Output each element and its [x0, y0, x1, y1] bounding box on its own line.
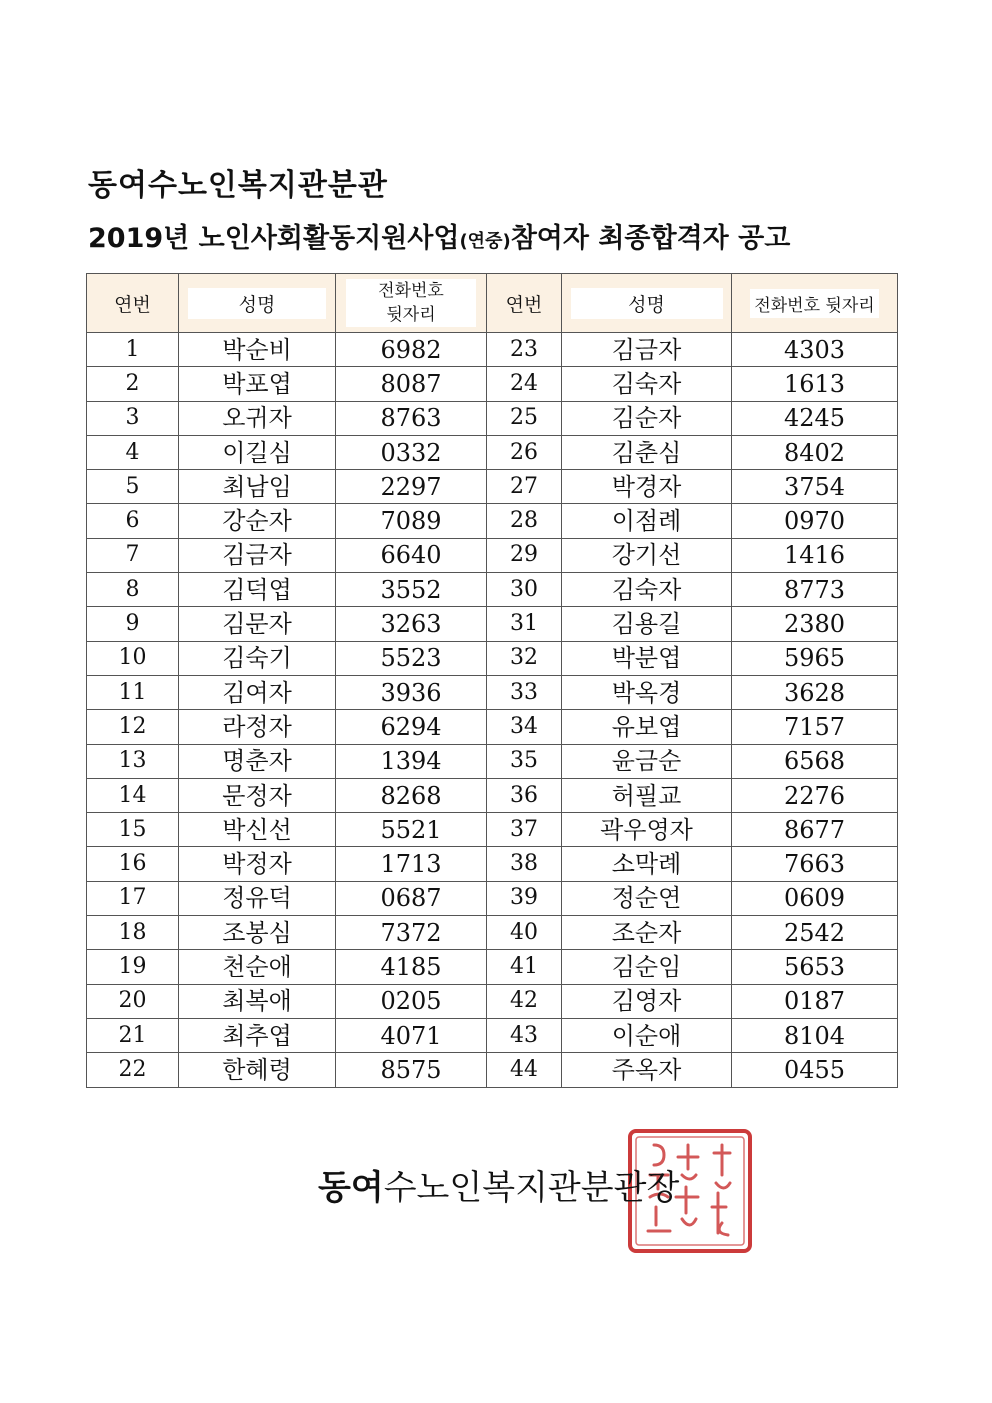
- cell-phone-right: 0970: [732, 504, 898, 538]
- cell-name-left: 박순비: [179, 333, 336, 367]
- cell-phone-right: 7157: [732, 710, 898, 744]
- cell-no-right: 36: [487, 778, 562, 812]
- cell-name-left: 이길심: [179, 435, 336, 469]
- cell-no-right: 27: [487, 470, 562, 504]
- cell-no-right: 26: [487, 435, 562, 469]
- cell-name-left: 한혜령: [179, 1053, 336, 1087]
- header-phone-left-line2: 뒷자리: [386, 305, 436, 325]
- cell-phone-right: 1613: [732, 367, 898, 401]
- table-row: [87, 916, 898, 950]
- cell-no-right: 28: [487, 504, 562, 538]
- header-no-right: 연번: [487, 274, 562, 333]
- signature-rest: 수노인복지관분관장: [383, 1168, 680, 1208]
- cell-phone-left: 7372: [336, 916, 487, 950]
- cell-name-right: 박경자: [562, 470, 732, 504]
- table-row: [87, 950, 898, 984]
- cell-phone-right: 6568: [732, 744, 898, 778]
- header-phone-right-label: 전화번호 뒷자리: [750, 289, 878, 318]
- cell-name-left: 김덕엽: [179, 573, 336, 607]
- cell-no-right: 25: [487, 401, 562, 435]
- cell-phone-right: 2380: [732, 607, 898, 641]
- cell-name-left: 김문자: [179, 607, 336, 641]
- cell-phone-right: 2276: [732, 778, 898, 812]
- cell-phone-left: 7089: [336, 504, 487, 538]
- cell-phone-right: 0455: [732, 1053, 898, 1087]
- cell-no-right: 38: [487, 847, 562, 881]
- notice-title-year-round: (연중): [459, 231, 511, 252]
- cell-phone-right: 3628: [732, 675, 898, 709]
- cell-phone-right: 2542: [732, 916, 898, 950]
- cell-phone-right: 5653: [732, 950, 898, 984]
- cell-name-right: 유보엽: [562, 710, 732, 744]
- cell-name-left: 문정자: [179, 778, 336, 812]
- cell-name-right: 김영자: [562, 984, 732, 1018]
- table-row: [87, 813, 898, 847]
- header-name-right: [562, 274, 732, 333]
- cell-no-right: 44: [487, 1053, 562, 1087]
- cell-phone-right: 4245: [732, 401, 898, 435]
- cell-name-left: 강순자: [179, 504, 336, 538]
- cell-phone-right: 8773: [732, 573, 898, 607]
- cell-no-left: 8: [87, 573, 179, 607]
- table-row: [87, 607, 898, 641]
- table-row: [87, 744, 898, 778]
- cell-name-right: 이점례: [562, 504, 732, 538]
- cell-name-left: 최남임: [179, 470, 336, 504]
- header-phone-left: [336, 274, 487, 333]
- cell-no-right: 31: [487, 607, 562, 641]
- cell-no-right: 43: [487, 1018, 562, 1052]
- cell-phone-right: 0187: [732, 984, 898, 1018]
- header-name-left-label: 성명: [188, 288, 326, 319]
- cell-phone-right: 0609: [732, 881, 898, 915]
- cell-phone-right: 8104: [732, 1018, 898, 1052]
- cell-no-left: 11: [87, 675, 179, 709]
- notice-title: [88, 216, 790, 255]
- signature-bold: 동여: [318, 1168, 384, 1208]
- table-row: [87, 538, 898, 572]
- table-row: [87, 573, 898, 607]
- cell-no-left: 20: [87, 984, 179, 1018]
- cell-name-left: 박신선: [179, 813, 336, 847]
- cell-phone-left: 5523: [336, 641, 487, 675]
- cell-phone-right: 8402: [732, 435, 898, 469]
- cell-name-right: 허필교: [562, 778, 732, 812]
- cell-no-left: 14: [87, 778, 179, 812]
- cell-no-left: 4: [87, 435, 179, 469]
- cell-no-left: 17: [87, 881, 179, 915]
- org-title: 동여수노인복지관분관: [88, 168, 388, 203]
- cell-no-left: 5: [87, 470, 179, 504]
- cell-no-left: 7: [87, 538, 179, 572]
- cell-phone-left: 5521: [336, 813, 487, 847]
- cell-no-left: 21: [87, 1018, 179, 1052]
- cell-no-left: 3: [87, 401, 179, 435]
- cell-name-left: 김여자: [179, 675, 336, 709]
- header-phone-right: [732, 274, 898, 333]
- cell-phone-right: 8677: [732, 813, 898, 847]
- cell-name-left: 조봉심: [179, 916, 336, 950]
- cell-phone-left: 1394: [336, 744, 487, 778]
- cell-name-left: 최복애: [179, 984, 336, 1018]
- cell-phone-right: 1416: [732, 538, 898, 572]
- cell-name-right: 박분엽: [562, 641, 732, 675]
- cell-phone-left: 1713: [336, 847, 487, 881]
- cell-no-right: 32: [487, 641, 562, 675]
- cell-no-left: 2: [87, 367, 179, 401]
- cell-phone-right: 7663: [732, 847, 898, 881]
- table-row: [87, 984, 898, 1018]
- cell-name-left: 박정자: [179, 847, 336, 881]
- cell-name-left: 정유덕: [179, 881, 336, 915]
- cell-no-right: 37: [487, 813, 562, 847]
- cell-phone-left: 3552: [336, 573, 487, 607]
- cell-no-left: 22: [87, 1053, 179, 1087]
- cell-no-right: 42: [487, 984, 562, 1018]
- table-row: [87, 333, 898, 367]
- cell-name-right: 김금자: [562, 333, 732, 367]
- cell-no-left: 9: [87, 607, 179, 641]
- table-body: [87, 333, 898, 1088]
- cell-phone-left: 3263: [336, 607, 487, 641]
- cell-name-left: 김숙기: [179, 641, 336, 675]
- cell-name-right: 소막례: [562, 847, 732, 881]
- table-row: [87, 710, 898, 744]
- cell-no-right: 41: [487, 950, 562, 984]
- cell-name-left: 라정자: [179, 710, 336, 744]
- table-header-row: [87, 274, 898, 333]
- cell-no-right: 33: [487, 675, 562, 709]
- cell-phone-right: 3754: [732, 470, 898, 504]
- cell-no-left: 16: [87, 847, 179, 881]
- header-no-left: 연번: [87, 274, 179, 333]
- cell-no-right: 39: [487, 881, 562, 915]
- table-row: [87, 641, 898, 675]
- cell-name-right: 박옥경: [562, 675, 732, 709]
- cell-no-left: 19: [87, 950, 179, 984]
- notice-title-tail: 참여자 최종합격자 공고: [510, 223, 791, 254]
- table-row: [87, 675, 898, 709]
- cell-name-left: 최추엽: [179, 1018, 336, 1052]
- cell-no-left: 1: [87, 333, 179, 367]
- table-row: [87, 1053, 898, 1087]
- table-row: [87, 504, 898, 538]
- cell-no-right: 34: [487, 710, 562, 744]
- table-row: [87, 881, 898, 915]
- cell-name-right: 김숙자: [562, 573, 732, 607]
- cell-name-left: 명춘자: [179, 744, 336, 778]
- table-row: [87, 847, 898, 881]
- cell-phone-left: 4071: [336, 1018, 487, 1052]
- signature: [318, 1160, 679, 1209]
- cell-phone-left: 8087: [336, 367, 487, 401]
- cell-no-right: 24: [487, 367, 562, 401]
- cell-no-left: 15: [87, 813, 179, 847]
- cell-name-right: 김순임: [562, 950, 732, 984]
- table-row: [87, 1018, 898, 1052]
- cell-phone-left: 0332: [336, 435, 487, 469]
- header-phone-left-line1: 전화번호: [378, 281, 444, 301]
- cell-name-right: 김순자: [562, 401, 732, 435]
- cell-no-left: 12: [87, 710, 179, 744]
- cell-no-right: 40: [487, 916, 562, 950]
- cell-no-right: 35: [487, 744, 562, 778]
- notice-title-main: 2019년 노인사회활동지원사업: [88, 223, 460, 254]
- cell-name-left: 오귀자: [179, 401, 336, 435]
- cell-name-right: 주옥자: [562, 1053, 732, 1087]
- cell-phone-left: 8763: [336, 401, 487, 435]
- participant-table: [86, 273, 898, 1088]
- cell-name-right: 김춘심: [562, 435, 732, 469]
- cell-name-right: 김숙자: [562, 367, 732, 401]
- cell-phone-right: 4303: [732, 333, 898, 367]
- cell-phone-left: 6640: [336, 538, 487, 572]
- table-row: [87, 367, 898, 401]
- cell-no-left: 13: [87, 744, 179, 778]
- cell-phone-left: 2297: [336, 470, 487, 504]
- header-phone-left-label: [346, 279, 476, 327]
- cell-name-left: 천순애: [179, 950, 336, 984]
- cell-name-right: 김용길: [562, 607, 732, 641]
- header-name-left: [179, 274, 336, 333]
- cell-no-right: 23: [487, 333, 562, 367]
- cell-no-right: 29: [487, 538, 562, 572]
- cell-phone-left: 6982: [336, 333, 487, 367]
- table-row: [87, 778, 898, 812]
- cell-name-right: 정순연: [562, 881, 732, 915]
- cell-phone-left: 8575: [336, 1053, 487, 1087]
- cell-phone-left: 6294: [336, 710, 487, 744]
- cell-no-left: 10: [87, 641, 179, 675]
- cell-phone-right: 5965: [732, 641, 898, 675]
- cell-phone-left: 0687: [336, 881, 487, 915]
- table-row: [87, 435, 898, 469]
- cell-name-left: 김금자: [179, 538, 336, 572]
- cell-name-right: 이순애: [562, 1018, 732, 1052]
- cell-no-right: 30: [487, 573, 562, 607]
- cell-name-right: 윤금순: [562, 744, 732, 778]
- cell-no-left: 6: [87, 504, 179, 538]
- cell-name-left: 박포엽: [179, 367, 336, 401]
- cell-phone-left: 8268: [336, 778, 487, 812]
- cell-no-left: 18: [87, 916, 179, 950]
- cell-phone-left: 3936: [336, 675, 487, 709]
- table-row: [87, 401, 898, 435]
- cell-name-right: 조순자: [562, 916, 732, 950]
- cell-name-right: 곽우영자: [562, 813, 732, 847]
- cell-name-right: 강기선: [562, 538, 732, 572]
- table-row: [87, 470, 898, 504]
- cell-phone-left: 4185: [336, 950, 487, 984]
- header-name-right-label: 성명: [571, 288, 723, 319]
- cell-phone-left: 0205: [336, 984, 487, 1018]
